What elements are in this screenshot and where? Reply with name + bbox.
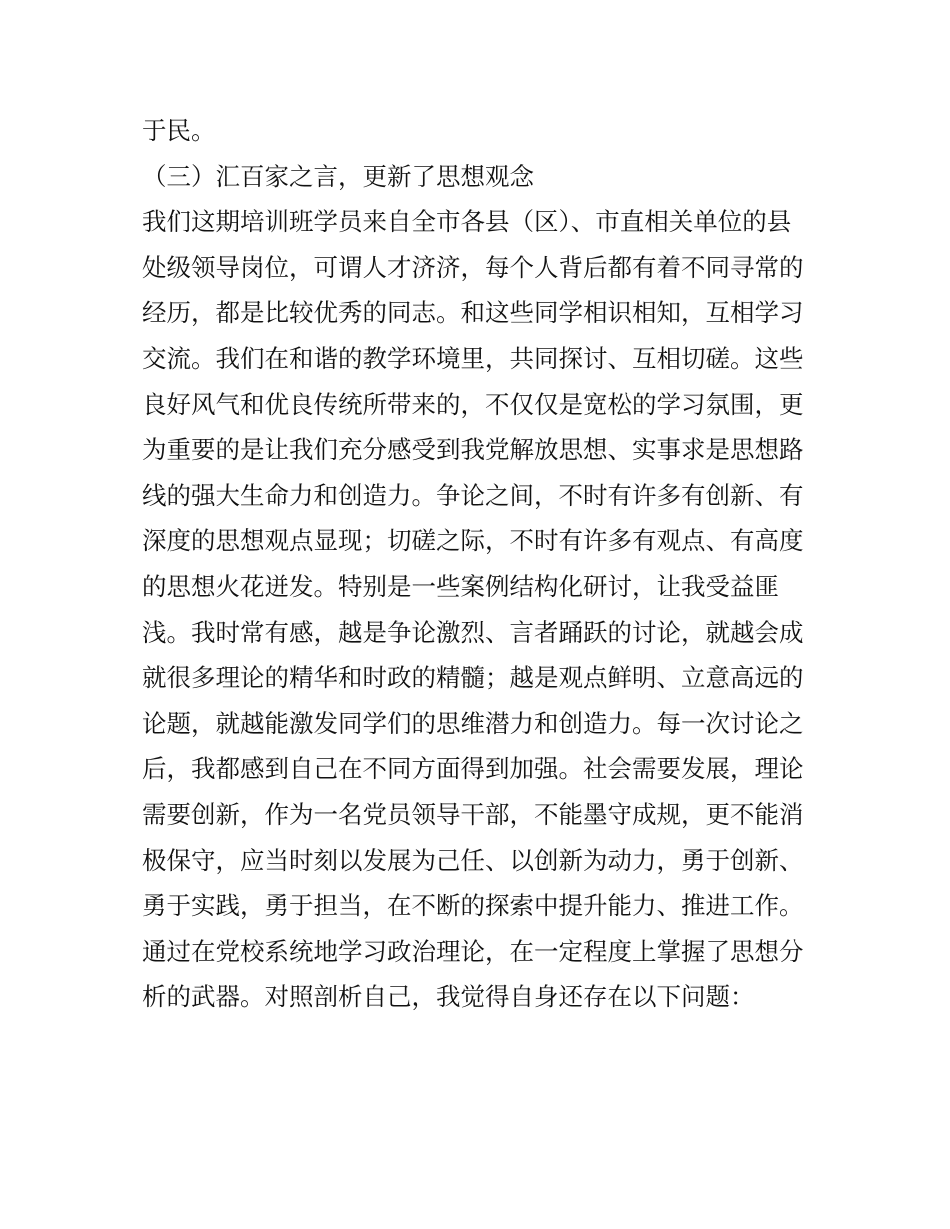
text-line: 处级领导岗位，可谓人才济济，每个人背后都有着不同寻常的 bbox=[142, 252, 804, 282]
text-line: 良好风气和优良传统所带来的，不仅仅是宽松的学习氛围，更 bbox=[142, 389, 804, 419]
text-line: 后，我都感到自己在不同方面得到加强。社会需要发展，理论 bbox=[142, 754, 804, 784]
text-line: 需要创新，作为一名党员领导干部，不能墨守成规，更不能消 bbox=[142, 799, 804, 829]
section-heading: （三）汇百家之言，更新了思想观念 bbox=[142, 161, 534, 191]
text-line: 析的武器。对照剖析自己，我觉得自身还存在以下问题： bbox=[142, 982, 755, 1012]
text-line: 交流。我们在和谐的教学环境里，共同探讨、互相切磋。这些 bbox=[142, 343, 804, 373]
body-text bbox=[142, 108, 822, 1020]
text-line: 通过在党校系统地学习政治理论，在一定程度上掌握了思想分 bbox=[142, 936, 804, 966]
text-line: 我们这期培训班学员来自全市各县（区）、市直相关单位的县 bbox=[142, 207, 792, 237]
text-line: 论题，就越能激发同学们的思维潜力和创造力。每一次讨论之 bbox=[142, 708, 804, 738]
text-line: 为重要的是让我们充分感受到我党解放思想、实事求是思想路 bbox=[142, 435, 804, 465]
text-line: 的思想火花迸发。特别是一些案例结构化研讨，让我受益匪 bbox=[142, 571, 779, 601]
text-line: 于民。 bbox=[142, 116, 216, 145]
text-line: 线的强大生命力和创造力。争论之间，不时有许多有创新、有 bbox=[142, 480, 804, 510]
text-line: 就很多理论的精华和时政的精髓；越是观点鲜明、立意高远的 bbox=[142, 663, 804, 693]
text-line: 经历，都是比较优秀的同志。和这些同学相识相知，互相学习 bbox=[142, 298, 804, 328]
text-line: 深度的思想观点显现；切磋之际，不时有许多有观点、有高度 bbox=[142, 526, 804, 556]
text-line: 勇于实践，勇于担当，在不断的探索中提升能力、推进工作。 bbox=[142, 891, 804, 921]
text-line: 极保守，应当时刻以发展为己任、以创新为动力，勇于创新、 bbox=[142, 845, 804, 875]
text-line: 浅。我时常有感，越是争论激烈、言者踊跃的讨论，就越会成 bbox=[142, 617, 804, 647]
